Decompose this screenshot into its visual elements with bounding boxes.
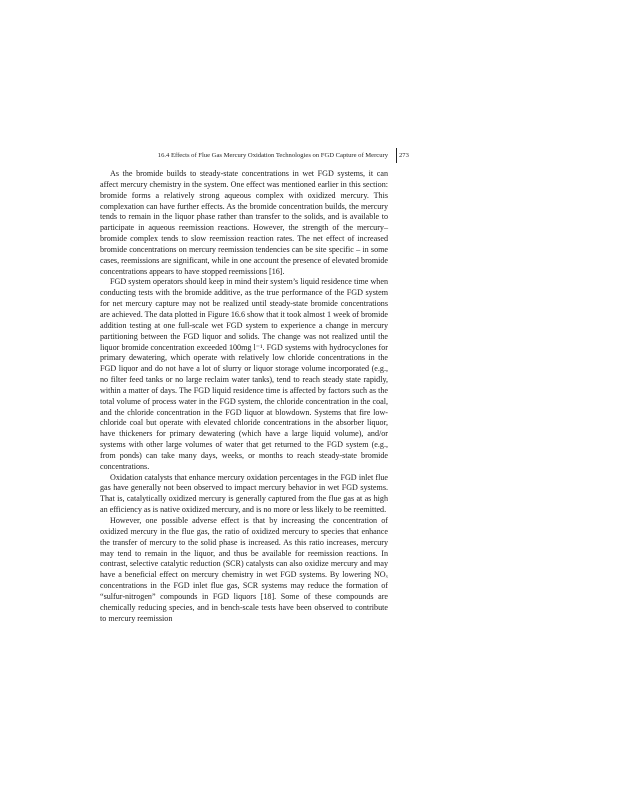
running-header — [118, 152, 388, 159]
paragraph: Oxidation catalysts that enhance mercury oxidation percentages in the FGD inlet flue gas have generally not been observed to impact mercury behavior in wet FGD systems. That is, catalytically oxidized mercury is generally captured from the flue gas at as high an efficiency as is native oxidized mercury, and is no more or less likely to be reemitted. — [100, 472, 388, 515]
paragraph: As the bromide builds to steady-state concentrations in wet FGD systems, it can affect mercury chemistry in the system. One effect was mentioned earlier in this section: bromide forms a relatively strong aqueous complex with oxidized mercury. This complexation can have further effects. As the bromide concentration builds, the mercury tends to remain in the liquor phase rather than transfer to the solids, and is available to participate in aqueous reemission reactions. However, the strength of the mercury–bromide complex tends to slow reemission reaction rates. The net effect of increased bromide concentrations on mercury reemission tendencies can be site specific – in some cases, reemissions are significant, while in one account the presence of elevated bromide concentrations appears to have stopped reemissions [16]. — [100, 169, 388, 276]
header-separator — [396, 148, 397, 163]
running-title: 16.4 Effects of Flue Gas Mercury Oxidation Technologies on FGD Capture of Mercury — [157, 152, 388, 159]
paragraph: FGD system operators should keep in mind their system’s liquid residence time when conducting tests with the bromide additive, as the true performance of the FGD system for net mercury capture may not be realized until steady-state bromide concentrations are achieved. The data plotted in Figure 16.6 show that it took almost 1 week of bromide addition testing at one full-scale wet FGD system to experience a change in mercury partitioning between the FGD liquor and solids. The change was not realized until the liquor bromide concentration exceeded 100mg l⁻¹. FGD systems with hydrocyclones for primary dewatering, which operate with relatively low chloride concentrations in the FGD liquor and do not have a lot of slurry or liquor storage volume incorporated (e.g., no filter feed tanks or no large reclaim water tanks), tend to reach steady state rapidly, within a matter of days. The FGD liquid residence time is affected by factors such as the total volume of process water in the FGD system, the chloride concentration in the coal, and the chloride concentration in the FGD liquor at blowdown. Systems that fire low-chloride coal but operate with elevated chloride concentrations in the absorber liquor, have thickeners for primary dewatering (which have a large liquid volume), and/or systems with other large volumes of water that get returned to the FGD system (e.g., from ponds) can take many days, weeks, or months to reach steady-state bromide concentrations. — [100, 277, 388, 471]
body-text — [100, 169, 388, 624]
paragraph: However, one possible adverse effect is that by increasing the concentration of oxidized mercury in the flue gas, the ratio of oxidized mercury to species that enhance the transfer of mercury to the solid phase is increased. As this ratio increases, mercury may tend to remain in the liquor, and thus be available for reemission reactions. In contrast, selective catalytic reduction (SCR) catalysts can also oxidize mercury and may have a beneficial effect on mercury chemistry in wet FGD systems. By lowering NOₓ concentrations in the FGD inlet flue gas, SCR systems may reduce the formation of “sulfur-nitrogen” compounds in FGD liquors [18]. Some of these compounds are chemically reducing species, and in bench-scale tests have been observed to contribute to mercury reemission — [100, 516, 388, 623]
page-number: 273 — [399, 152, 409, 159]
